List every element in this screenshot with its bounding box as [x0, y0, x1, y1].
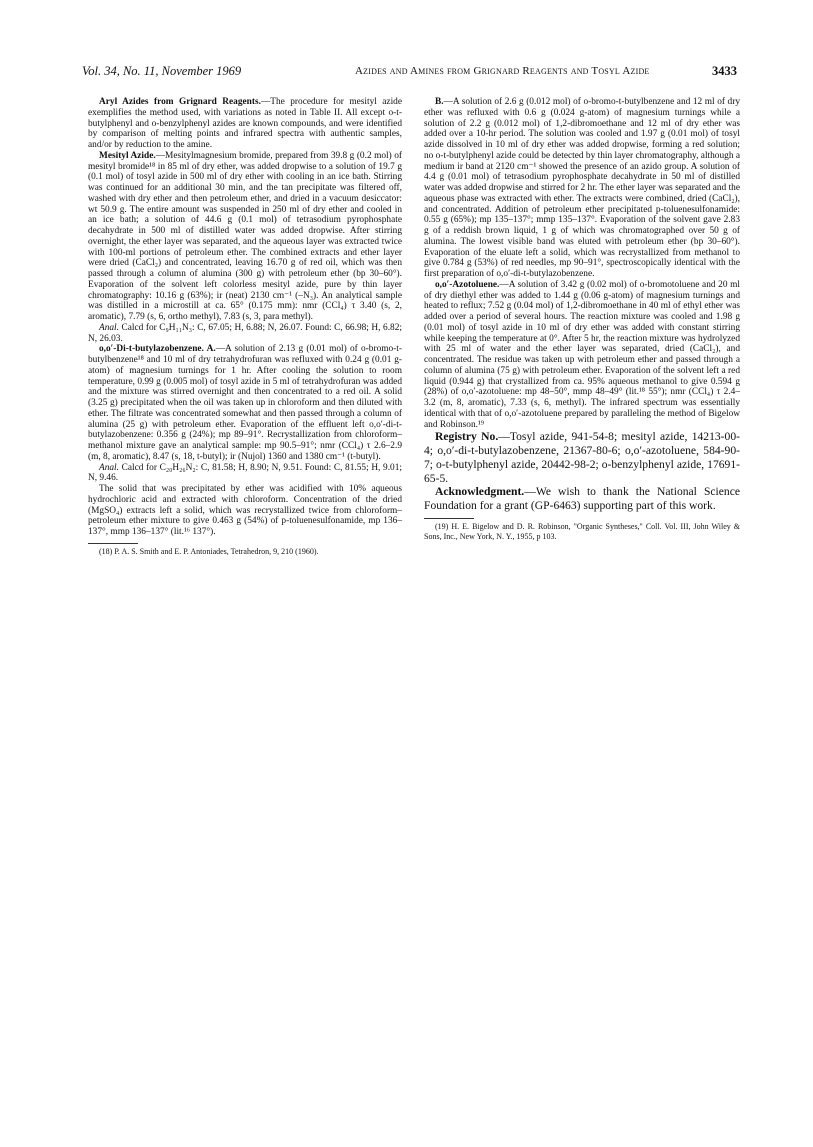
running-header	[82, 64, 737, 80]
paragraph-sulfonamide: The solid that was precipitated by ether was acidified with 10% aqueous hydrochloric acid and extracted with chloroform. Concentration of the dried (MgSO₄) extracts left a solid, which was recrystallized twice from chloroform–petroleum ether mixture to give 0.463 g (54%) of p-toluenesulfonamide, mp 136–137°, mmp 136–137° (lit.¹⁶ 137°).	[88, 484, 402, 537]
page-number: 3433	[712, 64, 737, 78]
footnote-divider	[88, 543, 138, 544]
paragraph-azotoluene: o,o′-Azotoluene.—A solution of 3.42 g (0.02 mol) of o-bromotoluene and 20 ml of dry diethyl ether was added to 1.44 g (0.06 g-atom) of magnesium turnings and heated to reflux; 7.52 g (0.04 mol) of 1,2-dibromoethane in 40 ml of ethyl ether was added over a period of several hours. The reaction mixture was cooled and 1.98 g (0.01 mol) of tosyl azide in 10 ml of dry ether was added with constant stirring while keeping the temperature at 0°. After 5 hr, the reaction mixture was hydrolyzed with 25 ml of water and the ether layer was separated, dried (CaCl₂), and concentrated. The residue was taken up with petroleum ether and passed through a column of alumina (75 g) with petroleum ether. Evaporation of the solvent left a red liquid (0.944 g) that crystallized from ca. 95% aqueous methanol to give 0.594 g (28%) of o,o′-azotoluene: mp 48–50°, mmp 48–49° (lit.¹⁸ 55°); nmr (CCl₄) τ 2.4–3.2 (m, 8, aromatic), 7.33 (s, 6, methyl). The infrared spectrum was essentially identical with that of o,o′-azotoluene prepared by paralleling the method of Bigelow and Robinson.¹⁹	[424, 279, 740, 430]
right-column	[424, 97, 740, 542]
registry-numbers: Registry No.—Tosyl azide, 941-54-8; mesityl azide, 14213-00-4; o,o′-di-t-butylazobenzene, 21367-80-6; o,o′-azotoluene, 584-90-7; o-t-butylphenyl azide, 20442-98-2; o-benzylphenyl azide, 17691-65-5.	[424, 430, 740, 485]
paragraph-aryl-azides: Aryl Azides from Grignard Reagents.—The procedure for mesityl azide exemplifies the method used, with variations as noted in Table II. All except o-t-butylphenyl and o-benzylphenyl azides are known compounds, and were identified by comparison of melting points and infrared spectra with authentic samples, and/or by reduction to the amine.	[88, 97, 402, 150]
section-heading: B.	[435, 97, 444, 107]
section-heading: Mesityl Azide.	[99, 150, 156, 161]
section-heading: o,o′-Azotoluene.	[435, 279, 500, 290]
paragraph-azobenzene-a: o,o′-Di-t-butylazobenzene. A.—A solution of 2.13 g (0.01 mol) of o-bromo-t-butylbenzene¹⁸ and 10 ml of dry tetrahydrofuran was refluxed with 0.24 g (0.01 g-atom) of magnesium turnings for 1 hr. After cooling the solution to room temperature, 0.99 g (0.005 mol) of tosyl azide in 5 ml of tetrahydrofuran was added and the mixture was stirred overnight and then concentrated to a red oil. A solid (3.25 g) precipitated when the oil was taken up in chloroform and then diluted with ether. The filtrate was concentrated somewhat and then passed through a column of alumina (25 g) with petroleum ether. Evaporation of the effluent left o,o′-di-t-butylazobenzene: 0.356 g (24%); mp 89–91°. Recrystallization from chloroform–methanol mixture gave an analytical sample: mp 90.5–91°; nmr (CCl₄) τ 2.6–2.9 (m, 8, aromatic), 8.47 (s, 18, t-butyl); ir (Nujol) 1360 and 1380 cm⁻¹ (t-butyl).	[88, 344, 402, 462]
journal-volume: Vol. 34, No. 11, November 1969	[82, 64, 242, 78]
footnote-19: (19) H. E. Bigelow and D. R. Robinson, "Organic Syntheses," Coll. Vol. III, John Wiley & Sons, Inc., New York, N. Y., 1955, p 103.	[424, 522, 740, 542]
paragraph-anal-2: Anal. Calcd for C₂₀H₂₆N₂: C, 81.58; H, 8.90; N, 9.51. Found: C, 81.55; H, 9.01; N, 9.46.	[88, 462, 402, 484]
section-heading: o,o′-Di-t-butylazobenzene. A.	[99, 344, 216, 355]
running-title: Azides and Amines from Grignard Reagents and Tosyl Azide	[355, 65, 650, 77]
footnote-18: (18) P. A. S. Smith and E. P. Antoniades, Tetrahedron, 9, 210 (1960).	[99, 546, 319, 556]
paragraph-mesityl-azide: Mesityl Azide.—Mesitylmagnesium bromide, prepared from 39.8 g (0.2 mol) of mesityl bromide¹⁸ in 85 ml of dry ether, was added dropwise to a solution of 19.7 g (0.1 mol) of tosyl azide in 500 ml of dry ether with cooling in an ice bath. Stirring was continued for an additional 30 min, and the tan precipitate was filtered off, washed with dry ether and then petroleum ether, and dried in a vacuum desiccator: wt 50.9 g. The entire amount was suspended in 250 ml of dry ether and cooled in an ice bath; a solution of 44.6 g (0.1 mol) of tetrasodium pyrophosphate decahydrate in 500 ml of distilled water was added dropwise. After stirring overnight, the ether layer was separated, and the aqueous layer was extracted twice with 100-ml portions of petroleum ether. The combined extracts and ether layer were dried (CaCl₂) and concentrated, leaving 16.70 g of red oil, which was then passed through a column of alumina (300 g) with petroleum ether (bp 30–60°). Evaporation of the solvent left colorless mesityl azide, pure by thin layer chromatography: 10.16 g (63%); ir (neat) 2130 cm⁻¹ (–N₃). An analytical sample was distilled in a microstill at ca. 65° (0.175 mm): nmr (CCl₄) τ 3.40 (s, 2, aromatic), 7.79 (s, 6, ortho methyl), 7.83 (s, 3, para methyl).	[88, 150, 402, 322]
paragraph-azobenzene-b: B.—A solution of 2.6 g (0.012 mol) of o-bromo-t-butylbenzene and 12 ml of dry ether was refluxed with 0.6 g (0.024 g-atom) of magnesium turnings while a solution of 2.2 g (0.012 mol) of 1,2-dibromoethane and 12 ml of dry ether was added over a 10-hr period. The solution was cooled and 1.97 g (0.01 mol) of tosyl azide dissolved in 10 ml of dry ether was added dropwise, forming a red solution; no o-t-butylphenyl azide could be detected by thin layer chromatography, although a medium ir band at 2120 cm⁻¹ showed the presence of an azido group. A solution of 4.4 g (0.01 mol) of tetrasodium pyrophosphate decahydrate in 50 ml of distilled water was added dropwise and stirred for 2 hr. The ether layer was separated and the aqueous phase was extracted with ether. The extracts were combined, dried (CaCl₂), and concentrated. Addition of petroleum ether precipitated p-toluenesulfonamide: 0.55 g (65%); mp 135–137°; mmp 135–137°. Evaporation of the solvent gave 2.83 g of a reddish brown liquid, 1 g of which was chromatographed over 50 g of alumina. The lowest visible band was eluted with petroleum ether (bp 30–60°). Evaporation of the eluate left a solid, which was recrystallized from methanol to give 0.784 g (53%) of red needles, mp 90–91°, spectroscopically identical with the first preparation of o,o′-di-t-butylazobenzene.	[424, 97, 740, 279]
paragraph-anal-1: Anal. Calcd for C₉H₁₁N₃: C, 67.05; H, 6.88; N, 26.07. Found: C, 66.98; H, 6.82; N, 26.03.	[88, 322, 402, 344]
section-heading: Registry No.	[435, 430, 499, 444]
section-heading: Acknowledgment.	[435, 485, 525, 499]
left-column	[88, 97, 402, 557]
footnote-divider	[424, 518, 474, 519]
section-heading: Aryl Azides from Grignard Reagents.	[99, 97, 261, 107]
acknowledgment: Acknowledgment.—We wish to thank the National Science Foundation for a grant (GP-6463) supporting part of this work.	[424, 485, 740, 513]
